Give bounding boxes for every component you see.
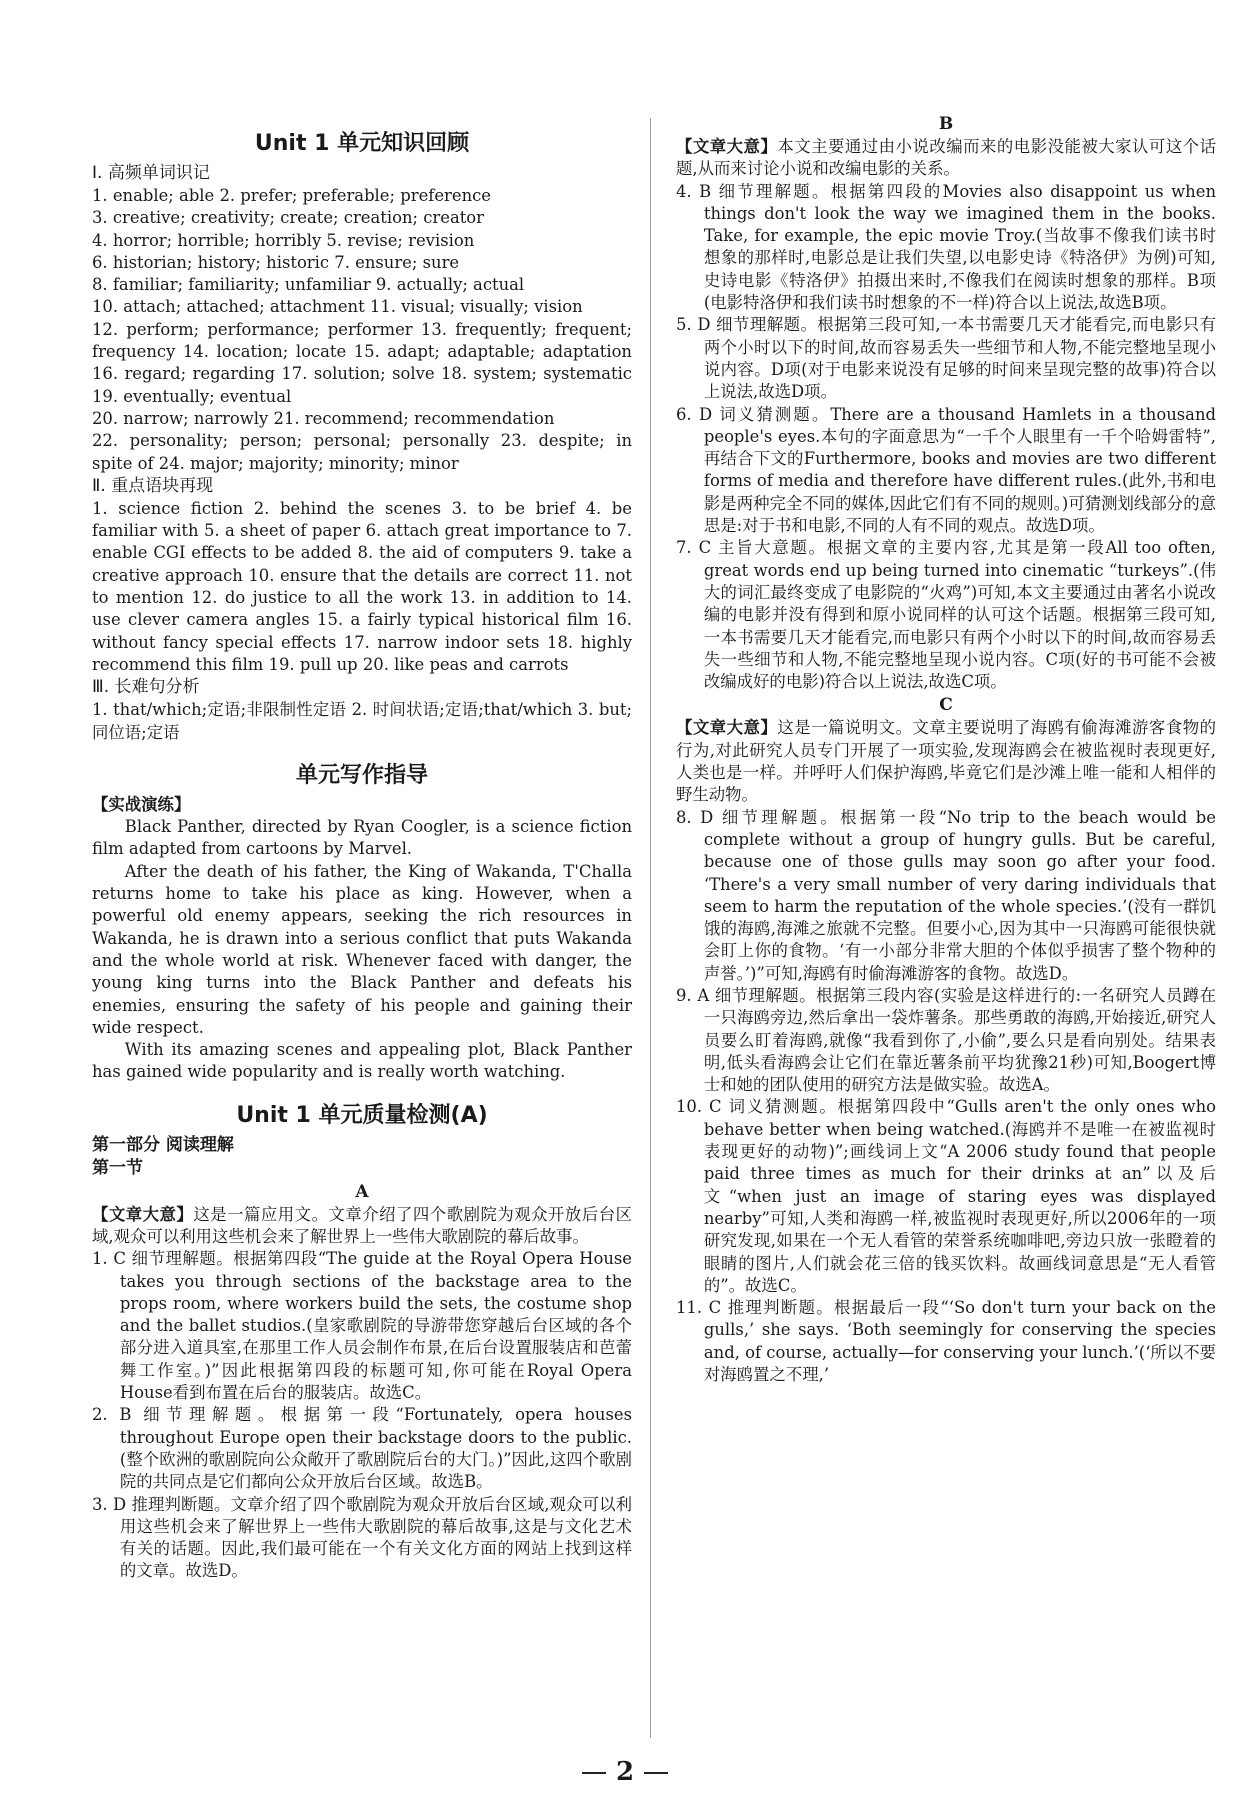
summary-tag: 【文章大意】 — [92, 1204, 194, 1224]
sentences-block: 1. that/which;定语;非限制性定语 2. 时间状语;定语;that/which 3. but;同位语;定语 — [92, 700, 632, 742]
answer-item: 10. C 词义猜测题。根据第四段中“Gulls aren't the only ones who behave better when being watched.(海鸥并不是唯一在被监视时表现更好的动物)”;画线词上文“A 2006 study found that people paid three times as much for their drinks at an”以及后文“when just an image of staring eyes was displayed nearby”可知,人类和海鸥一样,被监视时表现更好,所以2006年的一项研究发现,如果在一个无人看管的荣誉系统咖啡吧,旁边只放一张瞪着的眼睛的图片,人们就会花三倍的钱买饮料。故画线词意思是“无人看管的”。故选C。 — [676, 1097, 1216, 1295]
essay-paragraph: With its amazing scenes and appealing plot, Black Panther has gained wide popularity and is really worth watching. — [92, 1040, 632, 1082]
vocab-line: 1. enable; able 2. prefer; preferable; preference — [92, 186, 492, 205]
column-divider — [650, 118, 651, 1738]
summary-a: 这是一篇应用文。文章介绍了四个歌剧院为观众开放后台区域,观众可以利用这些机会来了解世界上一些伟大歌剧院的幕后故事。 — [92, 1204, 632, 1246]
answer-item: 6. D 词义猜测题。There are a thousand Hamlets in a thousand people's eyes.本句的字面意思为“一千个人眼里有一千个哈姆雷特”,再结合下文的Furthermore, books and movies are two different forms of media and therefore have different rules.(此外,书和电影是两种完全不同的媒体,因此它们有不同的规则。)可猜测划线部分的意思是:对于书和电影,不同的人有不同的观点。故选D项。 — [676, 404, 1216, 536]
dash-left — [582, 1772, 606, 1774]
phrases-section-heading: Ⅱ. 重点语块再现 — [92, 475, 214, 496]
summary-b: 本文主要通过由小说改编而来的电影没能被大家认可这个话题,从而来讨论小说和改编电影的关系。 — [676, 137, 1216, 179]
left-column — [92, 112, 632, 1583]
vocab-line: 6. historian; history; historic 7. ensure; sure — [92, 252, 460, 272]
unit-review-title: Unit 1 单元知识回顾 — [254, 131, 470, 156]
quality-test-title: Unit 1 单元质量检测(A) — [236, 1102, 488, 1128]
answer-item: 11. C 推理判断题。根据最后一段“‘So don't turn your back on the gulls,’ she says. ‘Both seemingly for conserving the species and, of course, actually—for conserving your lunch.’(‘所以不要对海鸥置之不理,’ — [676, 1298, 1216, 1385]
practice-tag: 【实战演练】 — [92, 794, 191, 814]
vocab-line: 22. personality; person; personal; personally 23. despite; in spite of 24. major; majority; minority; minor — [92, 431, 632, 473]
answer-item: 7. C 主旨大意题。根据文章的主要内容,尤其是第一段All too often, great words end up being turned into cinematic “turkeys”.(伟大的词汇最终变成了电影院的“火鸡”)可知,本文主要通过由著名小说改编的电影并没有得到和原小说同样的认可这个话题。根据第三段可知,一本书需要几天才能看完,而电影只有两个小时以下的时间,故而容易丢失一些细节和人物,不能完整地呈现小说内容。C项(好的书可能不会被改编成好的电影)符合以上说法,故选C项。 — [676, 538, 1216, 692]
summary-tag: 【文章大意】 — [676, 718, 778, 738]
phrases-block: 1. science fiction 2. behind the scenes 3. to be brief 4. be familiar with 5. a sheet of paper 6. attach great importance to 7. enable CGI effects to be added 8. the aid of computers 9. take a creative approach 10. ensure that the details are correct 11. not to mention 12. do justice to all the work 13. in addition to 14. use clever camera angles 15. a fairly typical historical film 16. without fancy special effects 17. narrow indoor sets 18. highly recommend this film 19. pull up 20. like peas and carrots — [92, 498, 632, 674]
summary-c: 这是一篇说明文。文章主要说明了海鸥有偷海滩游客食物的行为,对此研究人员专门开展了一项实验,发现海鸥会在被监视时表现更好,人类也是一样。并呼吁人们保护海鸥,毕竟它们是沙滩上唯一能和人相伴的野生动物。 — [676, 718, 1216, 805]
answer-item: 3. D 推理判断题。文章介绍了四个歌剧院为观众开放后台区域,观众可以利用这些机会来了解世界上一些伟大歌剧院的幕后故事,这是与文化艺术有关的话题。因此,我们最可能在一个有关文化方面的网站上找到这样的文章。故选D。 — [92, 1494, 632, 1581]
answer-item: 5. D 细节理解题。根据第三段可知,一本书需要几天才能看完,而电影只有两个小时以下的时间,故而容易丢失一些细节和人物,不能完整地呈现小说内容。D项(对于电影来说没有足够的时间来呈现完整的故事)符合以上说法,故选D项。 — [676, 315, 1216, 402]
vocab-line: 3. creative; creativity; create; creation; creator — [92, 208, 485, 228]
vocab-line: 8. familiar; familiarity; unfamiliar 9. actually; actual — [92, 275, 525, 295]
essay-paragraph: Black Panther, directed by Ryan Coogler, is a science fiction film adapted from cartoons by Marvel. — [92, 817, 632, 859]
dash-right — [644, 1772, 668, 1774]
vocab-section-heading: Ⅰ. 高频单词识记 — [92, 163, 210, 183]
passage-letter-a: A — [355, 1181, 369, 1202]
right-column — [676, 112, 1216, 1386]
answer-item: 2. B 细节理解题。根据第一段“Fortunately, opera houses throughout Europe open their backstage doors to the public.(整个欧洲的歌剧院向公众敞开了歌剧院后台的大门。)”因此,这四个歌剧院的共同点是它们都向公众开放后台区域。故选B。 — [92, 1405, 632, 1492]
answer-item: 1. C 细节理解题。根据第四段“The guide at the Royal Opera House takes you through sections of the backstage area to the props room, where workers build the sets, the costume shop and the ballet studios.(皇家歌剧院的导游带您穿越后台区域的各个部分进入道具室,在那里工作人员会制作布景,在后台设置服装店和芭蕾舞工作室。)”因此根据第四段的标题可知,你可能在Royal Opera House看到布置在后台的服装店。故选C。 — [92, 1249, 632, 1403]
passage-letter-b: B — [938, 114, 954, 134]
answer-item: 9. A 细节理解题。根据第三段内容(实验是这样进行的:一名研究人员蹲在一只海鸥旁边,然后拿出一袋炸薯条。那些勇敢的海鸥,开始接近,研究人员要么盯着海鸥,就像“我看到你了,小偷”,要么只是看向别处。结果表明,低头看海鸥会让它们在靠近薯条前平均犹豫21秒)可知,Boogert博士和她的团队使用的研究方法是做实验。故选A。 — [676, 985, 1216, 1095]
vocab-line: 12. perform; performance; performer 13. frequently; frequent; frequency 14. location; locate 15. adapt; adaptable; adaptation 16. regard; regarding 17. solution; solve 18. system; systematic 19. eventually; eventual — [92, 319, 632, 406]
answer-item: 4. B 细节理解题。根据第四段的Movies also disappoint us when things don't look the way we imagined them in the books. Take, for example, the epic movie Troy.(当故事不像我们读书时想象的那样时,电影总是让我们失望,以电影史诗《特洛伊》为例)可知,史诗电影《特洛伊》拍摄出来时,不像我们在阅读时想象的那样。B项(电影特洛伊和我们读书时想象的不一样)符合以上说法,故选B项。 — [676, 181, 1216, 313]
vocab-line: 10. attach; attached; attachment 11. visual; visually; vision — [92, 297, 583, 317]
passage-letter-c: C — [939, 695, 953, 716]
vocab-line: 20. narrow; narrowly 21. recommend; recommendation — [92, 408, 555, 428]
summary-tag: 【文章大意】 — [676, 137, 778, 156]
page-number: 2 — [0, 1757, 1250, 1787]
essay-paragraph: After the death of his father, the King of Wakanda, T'Challa returns home to take his place as king. However, when a powerful old enemy appears, seeking the rich resources in Wakanda, he is drawn into a serious conflict that puts Wakanda and the whole world at risk. Whenever faced with danger, the young king turns into the Black Panther and defeats his enemies, ensuring the safety of his people and gaining their wide respect. — [92, 861, 632, 1037]
sentences-section-heading: Ⅲ. 长难句分析 — [92, 677, 200, 698]
answer-item: 8. D 细节理解题。根据第一段“No trip to the beach would be complete without a group of hungry gulls. But be careful, because one of those gulls may soon go after your food. ‘There's a very small number of very daring individuals that seem to harm the reputation of the whole species.’(没有一群饥饿的海鸥,海滩之旅就不完整。但要小心,因为其中一只海鸥可能很快就会盯上你的食物。‘有一小部分非常大胆的个体似乎损害了整个物种的声誉。’)”可知,海鸥有时偷海滩游客的食物。故选D。 — [676, 807, 1216, 983]
vocab-line: 4. horror; horrible; horribly 5. revise; revision — [92, 230, 475, 250]
section-heading: 第一节 — [92, 1157, 143, 1178]
writing-guide-title: 单元写作指导 — [295, 762, 428, 788]
part-heading: 第一部分 阅读理解 — [92, 1134, 234, 1155]
